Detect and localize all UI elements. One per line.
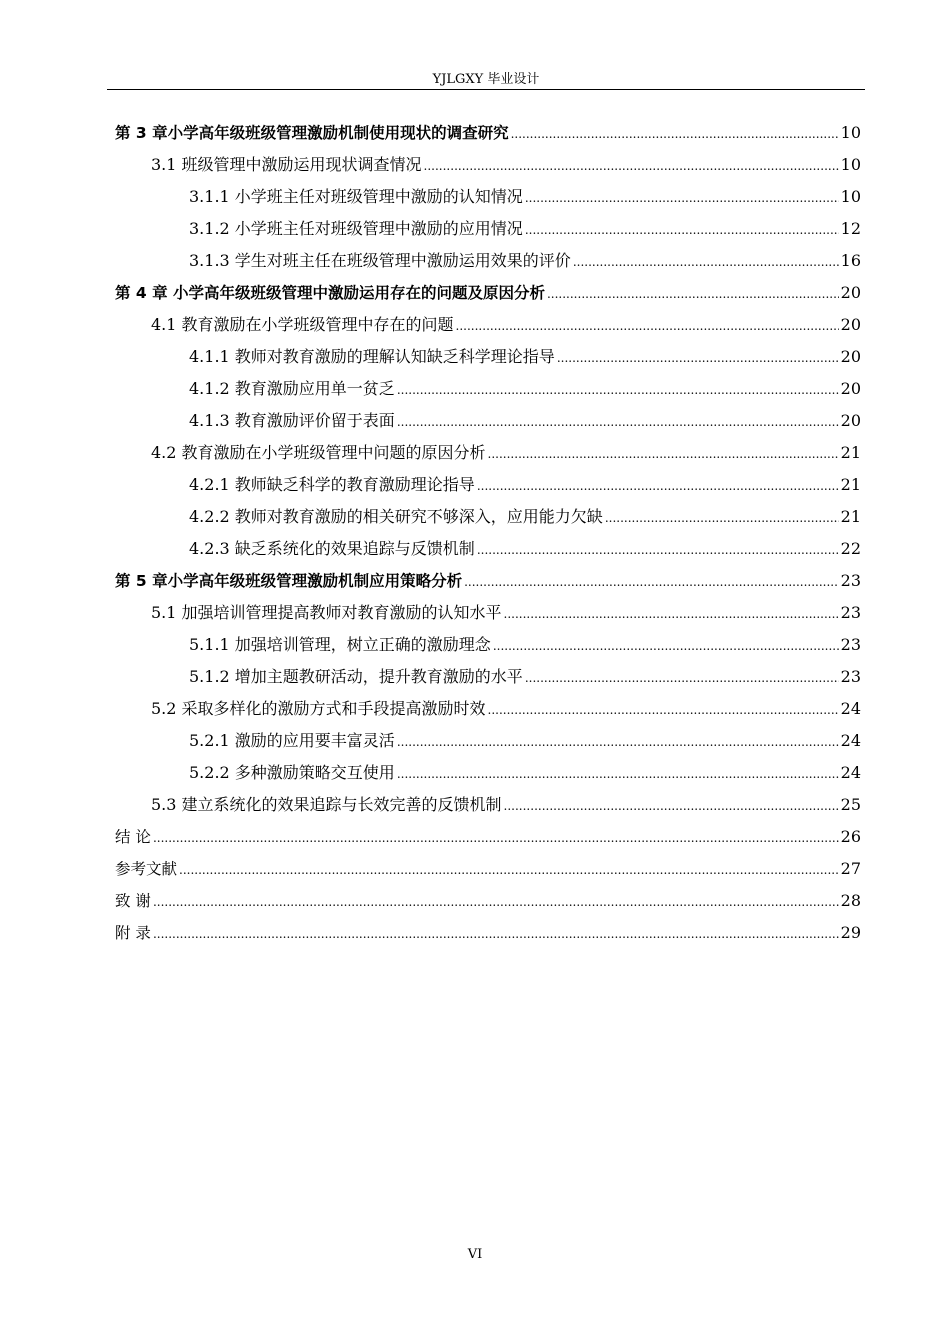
toc-entry-title: 4.1.2 教育激励应用单一贫乏 xyxy=(189,379,395,398)
toc-dot-leader xyxy=(488,438,839,470)
toc-dot-leader xyxy=(605,502,839,534)
toc-entry-title: 4.1.3 教育激励评价留于表面 xyxy=(189,411,395,430)
toc-entry-page: 27 xyxy=(840,859,861,878)
toc-entry-page: 21 xyxy=(840,443,861,462)
toc-entry-page: 20 xyxy=(840,315,861,334)
toc-entry[interactable] xyxy=(115,597,861,629)
toc-entry-page: 20 xyxy=(840,411,861,430)
toc-dot-leader xyxy=(179,854,839,886)
toc-dot-leader xyxy=(397,726,839,758)
toc-entry-page: 10 xyxy=(840,123,861,142)
toc-entry-page: 24 xyxy=(840,763,861,782)
toc-entry-page: 20 xyxy=(840,347,861,366)
toc-dot-leader xyxy=(573,246,839,278)
toc-entry-page: 24 xyxy=(840,699,861,718)
toc-entry[interactable] xyxy=(115,373,861,405)
toc-entry[interactable] xyxy=(115,757,861,789)
toc-entry-title: 5.2.1 激励的应用要丰富灵活 xyxy=(189,731,395,750)
toc-entry-title: 3.1.1 小学班主任对班级管理中激励的认知情况 xyxy=(189,187,523,206)
toc-entry-page: 23 xyxy=(840,635,861,654)
toc-dot-leader xyxy=(153,886,839,918)
toc-dot-leader xyxy=(493,630,839,662)
toc-entry[interactable] xyxy=(115,853,861,885)
toc-entry[interactable] xyxy=(115,213,861,245)
toc-entry-title: 5.3 建立系统化的效果追踪与长效完善的反馈机制 xyxy=(151,795,502,814)
running-header: YJLGXY 毕业设计 xyxy=(432,72,540,87)
toc-entry[interactable] xyxy=(115,117,861,149)
toc-dot-leader xyxy=(504,598,839,630)
toc-entry[interactable] xyxy=(115,565,861,597)
toc-dot-leader xyxy=(424,150,839,182)
toc-entry-title: 4.1.1 教师对教育激励的理解认知缺乏科学理论指导 xyxy=(189,347,555,366)
toc-entry-title: 附 录 xyxy=(115,924,151,942)
toc-entry[interactable] xyxy=(115,469,861,501)
toc-entry-title: 3.1 班级管理中激励运用现状调查情况 xyxy=(151,155,422,174)
toc-entry-page: 25 xyxy=(840,795,861,814)
toc-entry[interactable] xyxy=(115,309,861,341)
toc-entry[interactable] xyxy=(115,885,861,917)
toc-dot-leader xyxy=(525,662,839,694)
page-number: VI xyxy=(467,1247,483,1262)
toc-entry[interactable] xyxy=(115,501,861,533)
toc-entry-page: 21 xyxy=(840,507,861,526)
toc-entry-title: 4.2.2 教师对教育激励的相关研究不够深入，应用能力欠缺 xyxy=(189,507,603,526)
toc-entry-page: 20 xyxy=(840,283,861,302)
toc-entry[interactable] xyxy=(115,405,861,437)
toc-entry-page: 29 xyxy=(840,923,861,942)
toc-entry[interactable] xyxy=(115,341,861,373)
toc-dot-leader xyxy=(153,822,839,854)
toc-entry[interactable] xyxy=(115,245,861,277)
toc-entry-page: 12 xyxy=(840,219,861,238)
toc-entry[interactable] xyxy=(115,661,861,693)
toc-entry-page: 28 xyxy=(840,891,861,910)
toc-entry[interactable] xyxy=(115,437,861,469)
toc-dot-leader xyxy=(547,278,839,310)
toc-dot-leader xyxy=(557,342,839,374)
toc-entry[interactable] xyxy=(115,149,861,181)
toc-entry[interactable] xyxy=(115,917,861,949)
toc-entry-title: 4.2.1 教师缺乏科学的教育激励理论指导 xyxy=(189,475,475,494)
toc-dot-leader xyxy=(525,182,839,214)
toc-dot-leader xyxy=(153,918,839,950)
toc-entry[interactable] xyxy=(115,533,861,565)
toc-entry-page: 26 xyxy=(840,827,861,846)
toc-entry-page: 10 xyxy=(840,155,861,174)
toc-entry-title: 4.2.3 缺乏系统化的效果追踪与反馈机制 xyxy=(189,539,475,558)
toc-entry-title: 4.1 教育激励在小学班级管理中存在的问题 xyxy=(151,315,454,334)
header-rule xyxy=(107,89,865,90)
toc-dot-leader xyxy=(504,790,839,822)
toc-entry[interactable] xyxy=(115,693,861,725)
toc-dot-leader xyxy=(397,374,839,406)
toc-dot-leader xyxy=(456,310,839,342)
toc-entry-page: 24 xyxy=(840,731,861,750)
toc-entry[interactable] xyxy=(115,629,861,661)
toc-entry-title: 第 4 章 小学高年级班级管理中激励运用存在的问题及原因分析 xyxy=(115,284,545,302)
toc-entry-title: 4.2 教育激励在小学班级管理中问题的原因分析 xyxy=(151,443,486,462)
toc-entry-title: 3.1.3 学生对班主任在班级管理中激励运用效果的评价 xyxy=(189,251,571,270)
toc-entry-title: 5.2 采取多样化的激励方式和手段提高激励时效 xyxy=(151,699,486,718)
toc-entry-page: 23 xyxy=(840,667,861,686)
toc-dot-leader xyxy=(488,694,839,726)
toc-entry-page: 16 xyxy=(840,251,861,270)
toc-entry-page: 23 xyxy=(840,603,861,622)
toc-dot-leader xyxy=(477,470,839,502)
toc-entry[interactable] xyxy=(115,277,861,309)
toc-dot-leader xyxy=(511,118,839,150)
toc-dot-leader xyxy=(397,406,839,438)
toc-entry-title: 5.1 加强培训管理提高教师对教育激励的认知水平 xyxy=(151,603,502,622)
toc-entry-page: 21 xyxy=(840,475,861,494)
toc-dot-leader xyxy=(525,214,839,246)
toc-entry[interactable] xyxy=(115,789,861,821)
toc-entry-title: 第 3 章小学高年级班级管理激励机制使用现状的调查研究 xyxy=(115,124,509,142)
toc-dot-leader xyxy=(397,758,839,790)
toc-entry-title: 结 论 xyxy=(115,828,151,846)
toc-entry-page: 22 xyxy=(840,539,861,558)
toc-entry-title: 致 谢 xyxy=(115,892,151,910)
toc-entry-page: 20 xyxy=(840,379,861,398)
toc-dot-leader xyxy=(477,534,839,566)
toc-entry-title: 3.1.2 小学班主任对班级管理中激励的应用情况 xyxy=(189,219,523,238)
toc-entry-title: 5.1.2 增加主题教研活动，提升教育激励的水平 xyxy=(189,667,523,686)
toc-entry[interactable] xyxy=(115,725,861,757)
table-of-contents xyxy=(115,117,861,949)
toc-entry-title: 5.1.1 加强培训管理，树立正确的激励理念 xyxy=(189,635,491,654)
toc-entry-title: 参考文献 xyxy=(115,860,178,878)
toc-entry[interactable] xyxy=(115,821,861,853)
toc-entry-page: 23 xyxy=(840,571,861,590)
toc-entry[interactable] xyxy=(115,181,861,213)
toc-dot-leader xyxy=(464,566,839,598)
toc-entry-title: 第 5 章小学高年级班级管理激励机制应用策略分析 xyxy=(115,572,463,590)
toc-entry-page: 10 xyxy=(840,187,861,206)
toc-entry-title: 5.2.2 多种激励策略交互使用 xyxy=(189,763,395,782)
